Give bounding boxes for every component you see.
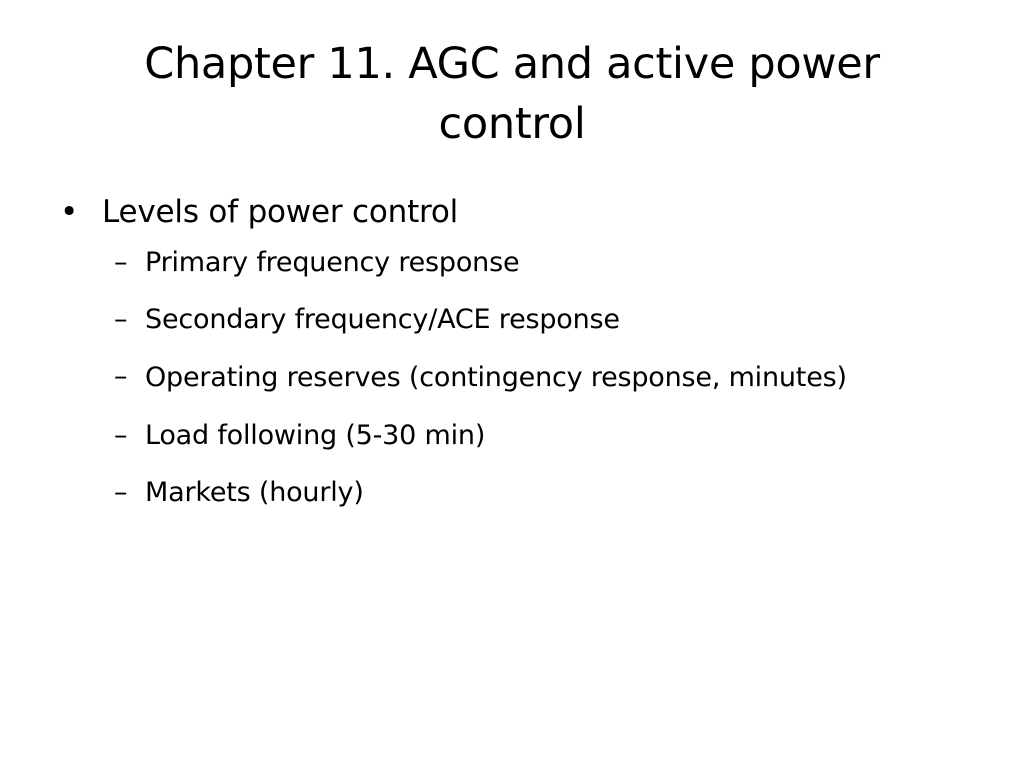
sub-bullet-item [114, 297, 958, 342]
sub-bullet-list [58, 240, 958, 515]
sub-bullet-marker: – [114, 304, 128, 335]
bullet-text: Levels of power control [102, 194, 459, 230]
sub-bullet-text: Markets (hourly) [145, 477, 364, 508]
sub-bullet-marker: – [114, 420, 128, 451]
bullet-marker: • [60, 194, 79, 230]
sub-bullet-text: Load following (5-30 min) [145, 420, 486, 451]
bullet-item [58, 186, 958, 238]
sub-bullet-text: Primary frequency response [145, 247, 520, 278]
sub-bullet-item [114, 413, 958, 458]
sub-bullet-text: Secondary frequency/ACE response [145, 304, 620, 335]
sub-bullet-marker: – [114, 477, 128, 508]
slide-content [58, 186, 958, 527]
sub-bullet-marker: – [114, 247, 128, 278]
sub-bullet-item [114, 470, 958, 515]
sub-bullet-marker: – [114, 361, 128, 392]
sub-bullet-item [114, 354, 958, 401]
sub-bullet-item [114, 240, 958, 285]
sub-bullet-text: Operating reserves (contingency response, minutes) [145, 362, 847, 393]
slide-title: Chapter 11. AGC and active power control [144, 39, 880, 149]
